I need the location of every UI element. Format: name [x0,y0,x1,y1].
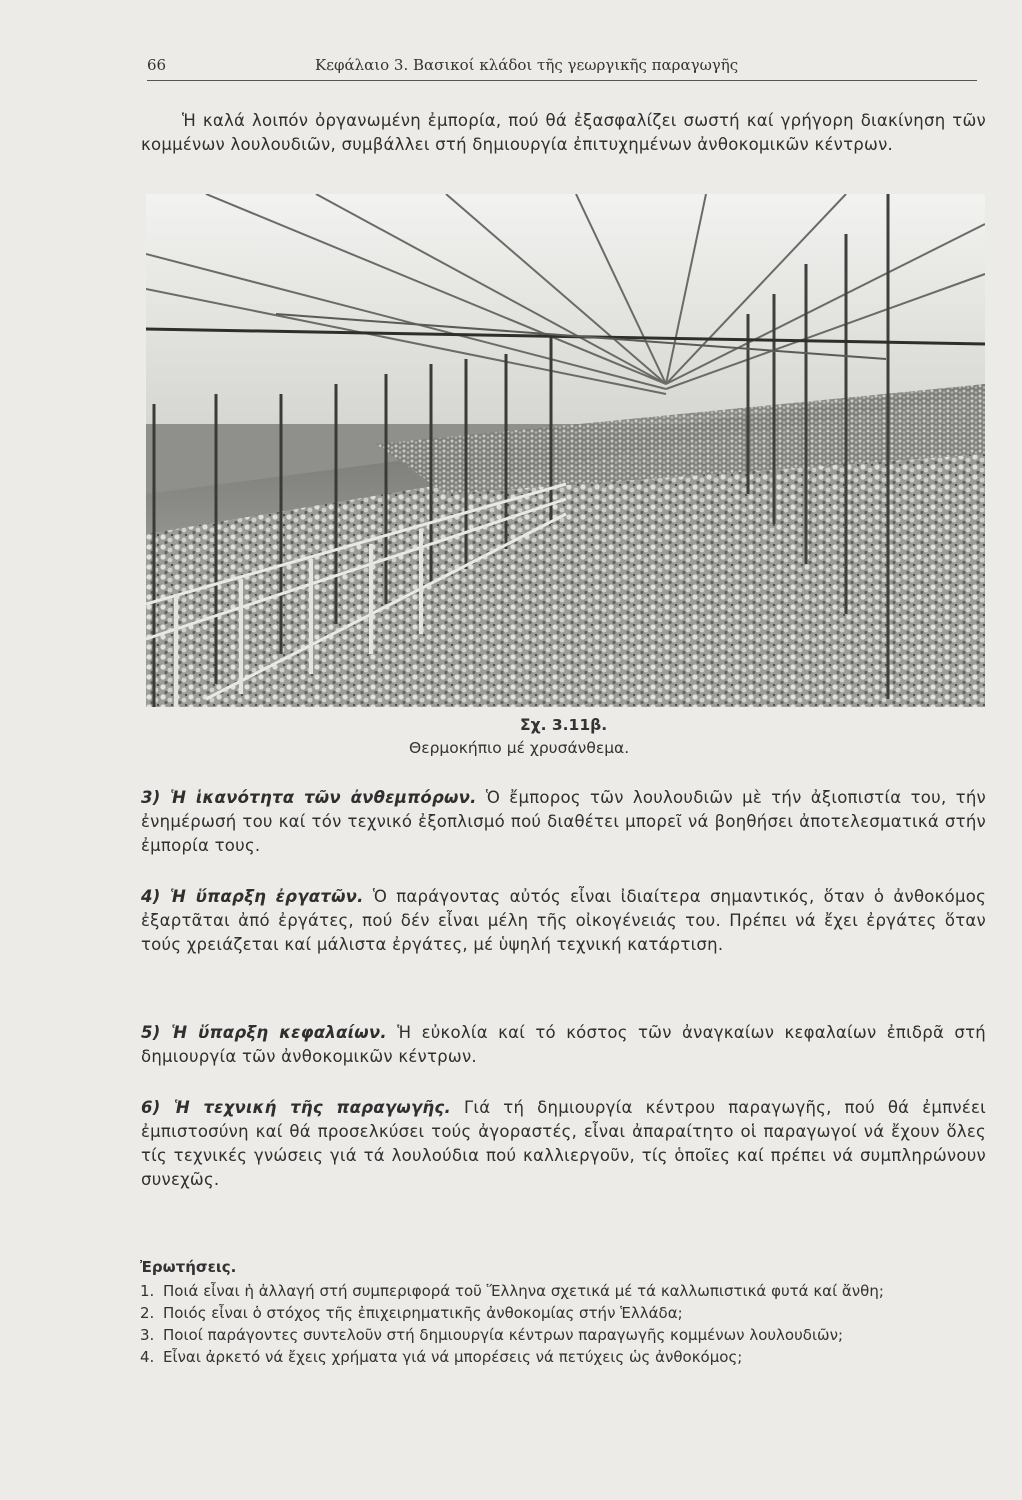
question-text: Εἶναι ἀρκετό νά ἔχεις χρήματα γιά νά μπορέσεις νά πετύχεις ὡς ἀνθοκόμος; [163,1348,743,1366]
section-text: Γιά τή δημιουργία κέντρου παραγωγῆς, πού θά ἐμπνέει ἐμπιστοσύνη καί θά προσελκύσει τούς ἀγοραστές, εἶναι ἀπαραίτητο οἱ παραγωγοί νά ἔχουν ὅλες τίς τεχνικές γνώσεις γιά τά λουλούδια πού καλλιεργοῦν, τίς ὁποῖες καί πρέπει νά συμπληρώνουν συνεχῶς. [141,1098,986,1189]
question-item [140,1281,990,1302]
questions-list [140,1281,990,1369]
intro-paragraph: Ἡ καλά λοιπόν ὀργανωμένη ἐμπορία, πού θά ἐξασφαλίζει σωστή καί γρήγορη διακίνηση τῶν κομμένων λουλουδιῶν, συμβάλλει στή δημιουργία ἐπιτυχημένων ἀνθοκομικῶν κέντρων. [141,111,986,154]
question-number: 4. [140,1348,155,1366]
question-text: Ποιός εἶναι ὁ στόχος τῆς ἐπιχειρηματικῆς ἀνθοκομίας στήν Ἑλλάδα; [163,1304,683,1322]
section-4 [141,885,986,957]
figure-caption: Θερμοκήπιο μέ χρυσάνθεμα. [409,739,630,757]
running-head: Κεφάλαιο 3. Βασικοί κλάδοι τῆς γεωργικῆς παραγωγῆς [315,56,739,74]
figure-number: Σχ. 3.11β. [520,716,608,734]
question-text: Ποιοί παράγοντες συντελοῦν στή δημιουργία κέντρων παραγωγῆς κομμένων λουλουδιῶν; [163,1326,844,1344]
question-number: 1. [140,1282,155,1300]
section-title: 5) Ἡ ὕπαρξη κεφαλαίων. [141,1023,387,1042]
question-text: Ποιά εἶναι ἡ ἀλλαγή στή συμπεριφορά τοῦ Ἕλληνα σχετικά μέ τά καλλωπιστικά φυτά καί ἄνθη; [163,1282,884,1300]
questions-title: Ἐρωτήσεις. [140,1258,237,1276]
section-title: 4) Ἡ ὕπαρξη ἐργατῶν. [141,887,364,906]
page-header [147,52,977,81]
section-5 [141,1021,986,1069]
question-item [140,1325,990,1346]
page-number: 66 [147,56,167,74]
question-item [140,1303,990,1324]
section-title: 3) Ἡ ἱκανότητα τῶν ἀνθεμπόρων. [141,788,477,807]
section-text: Ὁ παράγοντας αὐτός εἶναι ἰδιαίτερα σημαντικός, ὅταν ὁ ἀνθοκόμος ἐξαρτᾶται ἀπό ἐργάτες, πού δέν εἶναι μέλη τῆς οἰκογένειάς του. Πρέπει νά ἔχει ἐργάτες ὅταν τούς χρειάζεται καί μάλιστα ἐργάτες, μέ ὑψηλή τεχνική κατάρτιση. [141,887,986,954]
section-title: 6) Ἡ τεχνική τῆς παραγωγῆς. [141,1098,451,1117]
question-item [140,1347,990,1368]
section-text: Ἡ εὐκολία καί τό κόστος τῶν ἀναγκαίων κεφαλαίων ἐπιδρᾶ στή δημιουργία τῶν ἀνθοκομικῶν κέντρων. [141,1023,987,1066]
section-6 [141,1096,986,1192]
section-text: Ὁ ἔμπορος τῶν λουλουδιῶν μὲ τήν ἀξιοπιστία του, τήν ἐνημέρωσή του καί τόν τεχνικό ἐξοπλισμό πού διαθέτει μπορεῖ νά βοηθήσει ἀποτελεσματικά στήν ἐμπορία τους. [141,788,987,855]
section-3 [141,786,986,858]
question-number: 2. [140,1304,155,1322]
question-number: 3. [140,1326,155,1344]
greenhouse-photo [146,194,985,707]
